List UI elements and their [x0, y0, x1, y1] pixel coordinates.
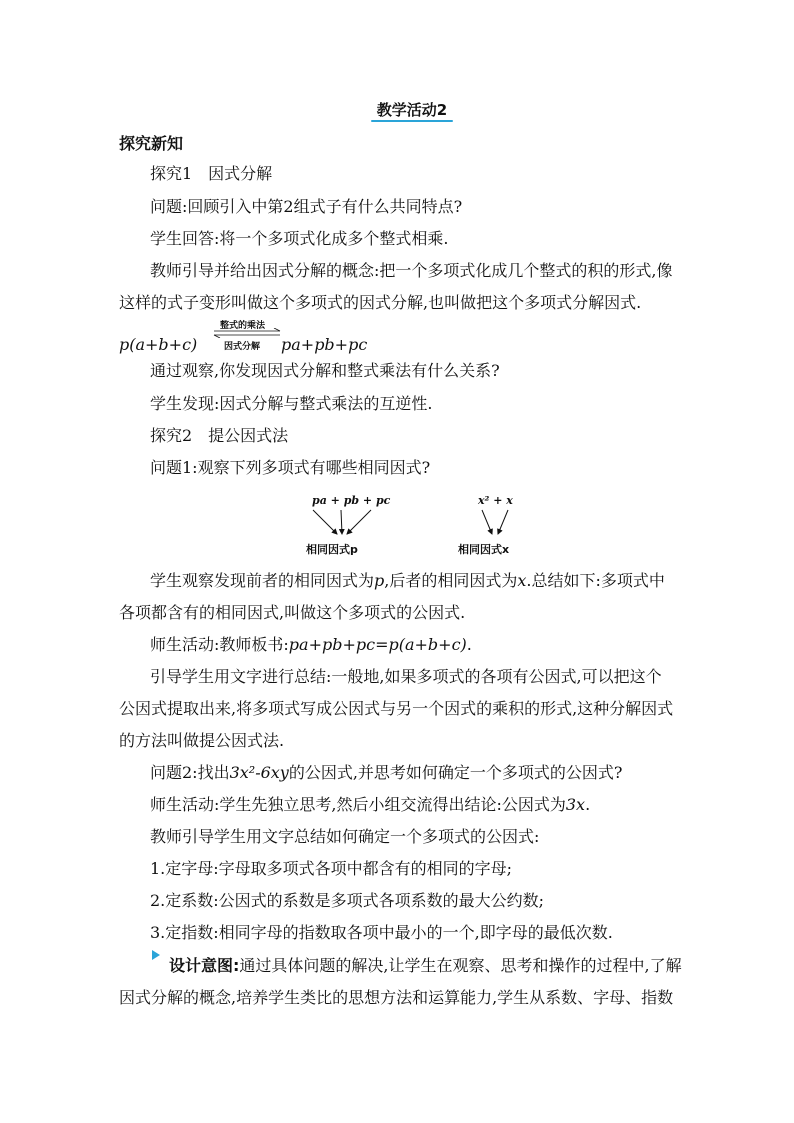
student-discovery: 学生发现:因式分解与整式乘法的互逆性.	[150, 394, 433, 413]
diagram-left-label: 相同因式p	[306, 543, 358, 556]
summary-line1: 学生观察发现前者的相同因式为p,后者的相同因式为x.总结如下:多项式中	[150, 571, 665, 590]
diagram-left-expression: pa + pb + pc	[312, 494, 391, 507]
diagram-left-arrows	[305, 508, 385, 540]
teacher-board: 师生活动:教师板书:pa+pb+pc=p(a+b+c).	[150, 635, 472, 654]
rule-item: 2.定系数:公因式的系数是多项式各项系数的最大公约数;	[150, 891, 545, 910]
section-heading: 探究新知	[119, 134, 184, 153]
guide-line3: 的方法叫做提公因式法.	[119, 731, 285, 750]
formula-left: p(a+b+c)	[119, 335, 198, 354]
diagram-right-expression: x² + x	[478, 494, 513, 507]
explore2-heading: 探究2 提公因式法	[150, 426, 289, 445]
question-1: 问题:回顾引入中第2组式子有什么共同特点?	[150, 197, 463, 216]
rule-item: 1.定字母:字母取多项式各项中都含有的相同的字母;	[150, 859, 513, 878]
arrow-label-multiply: 整式的乘法	[220, 321, 266, 331]
rule-item: 3.定指数:相同字母的指数取各项中最小的一个,即字母的最低次数.	[150, 923, 613, 942]
guide-line1: 引导学生用文字进行总结:一般地,如果多项式的各项有公因式,可以把这个	[150, 667, 662, 686]
explore1-heading: 探究1 因式分解	[150, 164, 273, 183]
bidirectional-arrow-icon	[212, 328, 284, 338]
activity-2: 师生活动:学生先独立思考,然后小组交流得出结论:公因式为3x.	[150, 795, 591, 814]
formula-right: pa+pb+pc	[281, 335, 368, 354]
teacher-guide-1-line2: 这样的式子变形叫做这个多项式的因式分解,也叫做把这个多项式分解因式.	[119, 293, 642, 312]
design-intent-line2: 因式分解的概念,培养学生类比的思想方法和运算能力,学生从系数、字母、指数	[119, 988, 674, 1007]
title-underline	[371, 120, 453, 122]
design-intent-line1: 设计意图:通过具体问题的解决,让学生在观察、思考和操作的过程中,了解	[169, 956, 682, 975]
diagram-right-label: 相同因式x	[458, 543, 510, 556]
activity-title: 教学活动2	[376, 101, 448, 119]
diagram-right-arrows	[474, 508, 524, 540]
guide-line2: 公因式提取出来,将多项式写成公因式与另一个因式的乘积的形式,这种分解因式	[119, 699, 674, 718]
arrow-label-factor: 因式分解	[224, 342, 261, 352]
question-3: 问题2:找出3x²-6xy的公因式,并思考如何确定一个多项式的公因式?	[150, 763, 623, 782]
teacher-guide-2: 教师引导学生用文字总结如何确定一个多项式的公因式:	[150, 827, 540, 846]
question-2: 问题1:观察下列多项式有哪些相同因式?	[150, 458, 431, 477]
observe-question: 通过观察,你发现因式分解和整式乘法有什么关系?	[150, 361, 500, 380]
student-answer-1: 学生回答:将一个多项式化成多个整式相乘.	[150, 229, 449, 248]
summary-line2: 各项都含有的相同因式,叫做这个多项式的公因式.	[119, 603, 466, 622]
teacher-guide-1-line1: 教师引导并给出因式分解的概念:把一个多项式化成几个整式的积的形式,像	[150, 261, 673, 280]
triangle-bullet-icon	[152, 950, 160, 960]
design-intent-label: 设计意图:	[169, 956, 240, 975]
